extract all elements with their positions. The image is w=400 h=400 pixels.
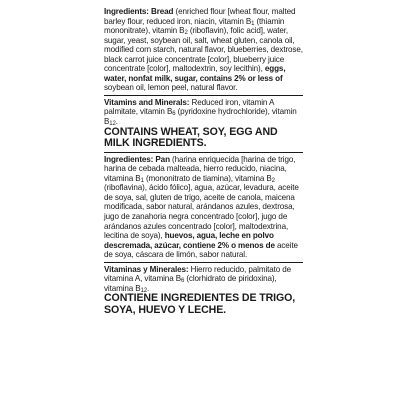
english-ingredients-heading: Ingredients:	[104, 7, 149, 16]
spanish-ingredients-text-3: (riboflavina), ácido fólico], agua, azúcar, levadura, aceite de soya, sal, gluten de trigo, aceite de canola, maicena modificada, sabor natural, arándanos azules, dextrosa, jugo de zanahoria negra concentrado [color], jugo de arándanos azules concentrado [color], maltodextrina, lecitina de soya),	[104, 183, 299, 241]
english-ingredients-paragraph	[104, 7, 303, 93]
english-b6-subscript: 6	[172, 111, 176, 118]
spanish-ingredients-heading: Ingredientes:	[104, 154, 154, 164]
spanish-vitamins-text-2: (clorhidrato de piridoxina), vitamina B	[104, 274, 277, 293]
spanish-b12-subscript: 12	[140, 287, 148, 294]
english-allergen-statement: CONTAINS WHEAT, SOY, EGG AND MILK INGREDIENTS.	[104, 125, 278, 150]
english-b12-subscript: 12	[109, 121, 116, 128]
english-vitamins-text-1: Reduced iron, vitamin A palmitate, vitamin B	[104, 97, 274, 117]
english-vitamins-text-3: .	[115, 117, 118, 127]
spanish-vitamins-text-3: .	[147, 283, 150, 293]
english-vitamins-text-2: (pyridoxine hydrochloride), vitamin B	[104, 107, 297, 127]
spanish-b1-subscript: 1	[140, 177, 144, 184]
spanish-ingredients-text-4: aceite de soya, cáscara de limón, sabor natural.	[104, 240, 298, 260]
spanish-ingredients-paragraph	[104, 155, 303, 260]
english-ingredients-text-4: soybean oil, lemon peel, natural flavor.	[104, 83, 238, 93]
english-vitamins-paragraph	[104, 98, 303, 127]
english-b2-subscript: 2	[184, 30, 188, 37]
english-bread-heading: Bread	[151, 7, 174, 16]
ingredient-label-panel	[104, 7, 303, 318]
spanish-b6-subscript: 6	[180, 278, 185, 285]
spanish-vitamins-text-1: Hierro reducido, palmitato de vitamina A, vitamina B	[104, 264, 292, 284]
spanish-vitamins-heading: Vitaminas y Minerales:	[104, 264, 189, 274]
divider-line	[104, 152, 303, 153]
spanish-bread-heading: Pan	[155, 154, 170, 164]
english-b1-subscript: 1	[251, 20, 255, 27]
spanish-b2-subscript: 2	[271, 177, 275, 184]
spanish-vitamins-paragraph	[104, 265, 303, 294]
english-ingredients-text-3: (riboflavin), folic acid], water, sugar, yeast, soybean oil, salt, wheat gluten, canola oil, modified corn starch, natural flavor, blueberries, dextrose, black carrot juice concentrate [color], blueberry juice concentrate [color], maltodextrin, soy lecithin),	[104, 26, 303, 74]
spanish-huevos-bold-text: huevos, agua, leche en polvo descremada, azúcar, contiene 2% o menos de	[104, 231, 275, 250]
divider-line	[104, 95, 303, 96]
spanish-ingredients-text-2: (mononitrato de tiamina), vitamina B	[143, 173, 272, 183]
spanish-allergen-statement: CONTIENE INGREDIENTES DE TRIGO, SOYA, HUEVO Y LECHE.	[104, 292, 296, 316]
english-ingredients-text-2: (thiamin mononitrate), vitamin B	[104, 16, 285, 36]
english-vitamins-heading: Vitamins and Minerals:	[104, 97, 190, 107]
divider-line	[104, 262, 303, 263]
english-ingredients-text-1: (enriched flour [wheat flour, malted barley flour, reduced iron, niacin, vitamin B	[104, 7, 296, 26]
spanish-ingredients-text-1: (harina enriquecida [harina de trigo, harina de cebada malteada, hierro reducido, niacina, vitamina B	[104, 154, 296, 183]
english-eggs-bold-text: eggs, water, nonfat milk, sugar, contains 2% or less of	[104, 64, 286, 83]
